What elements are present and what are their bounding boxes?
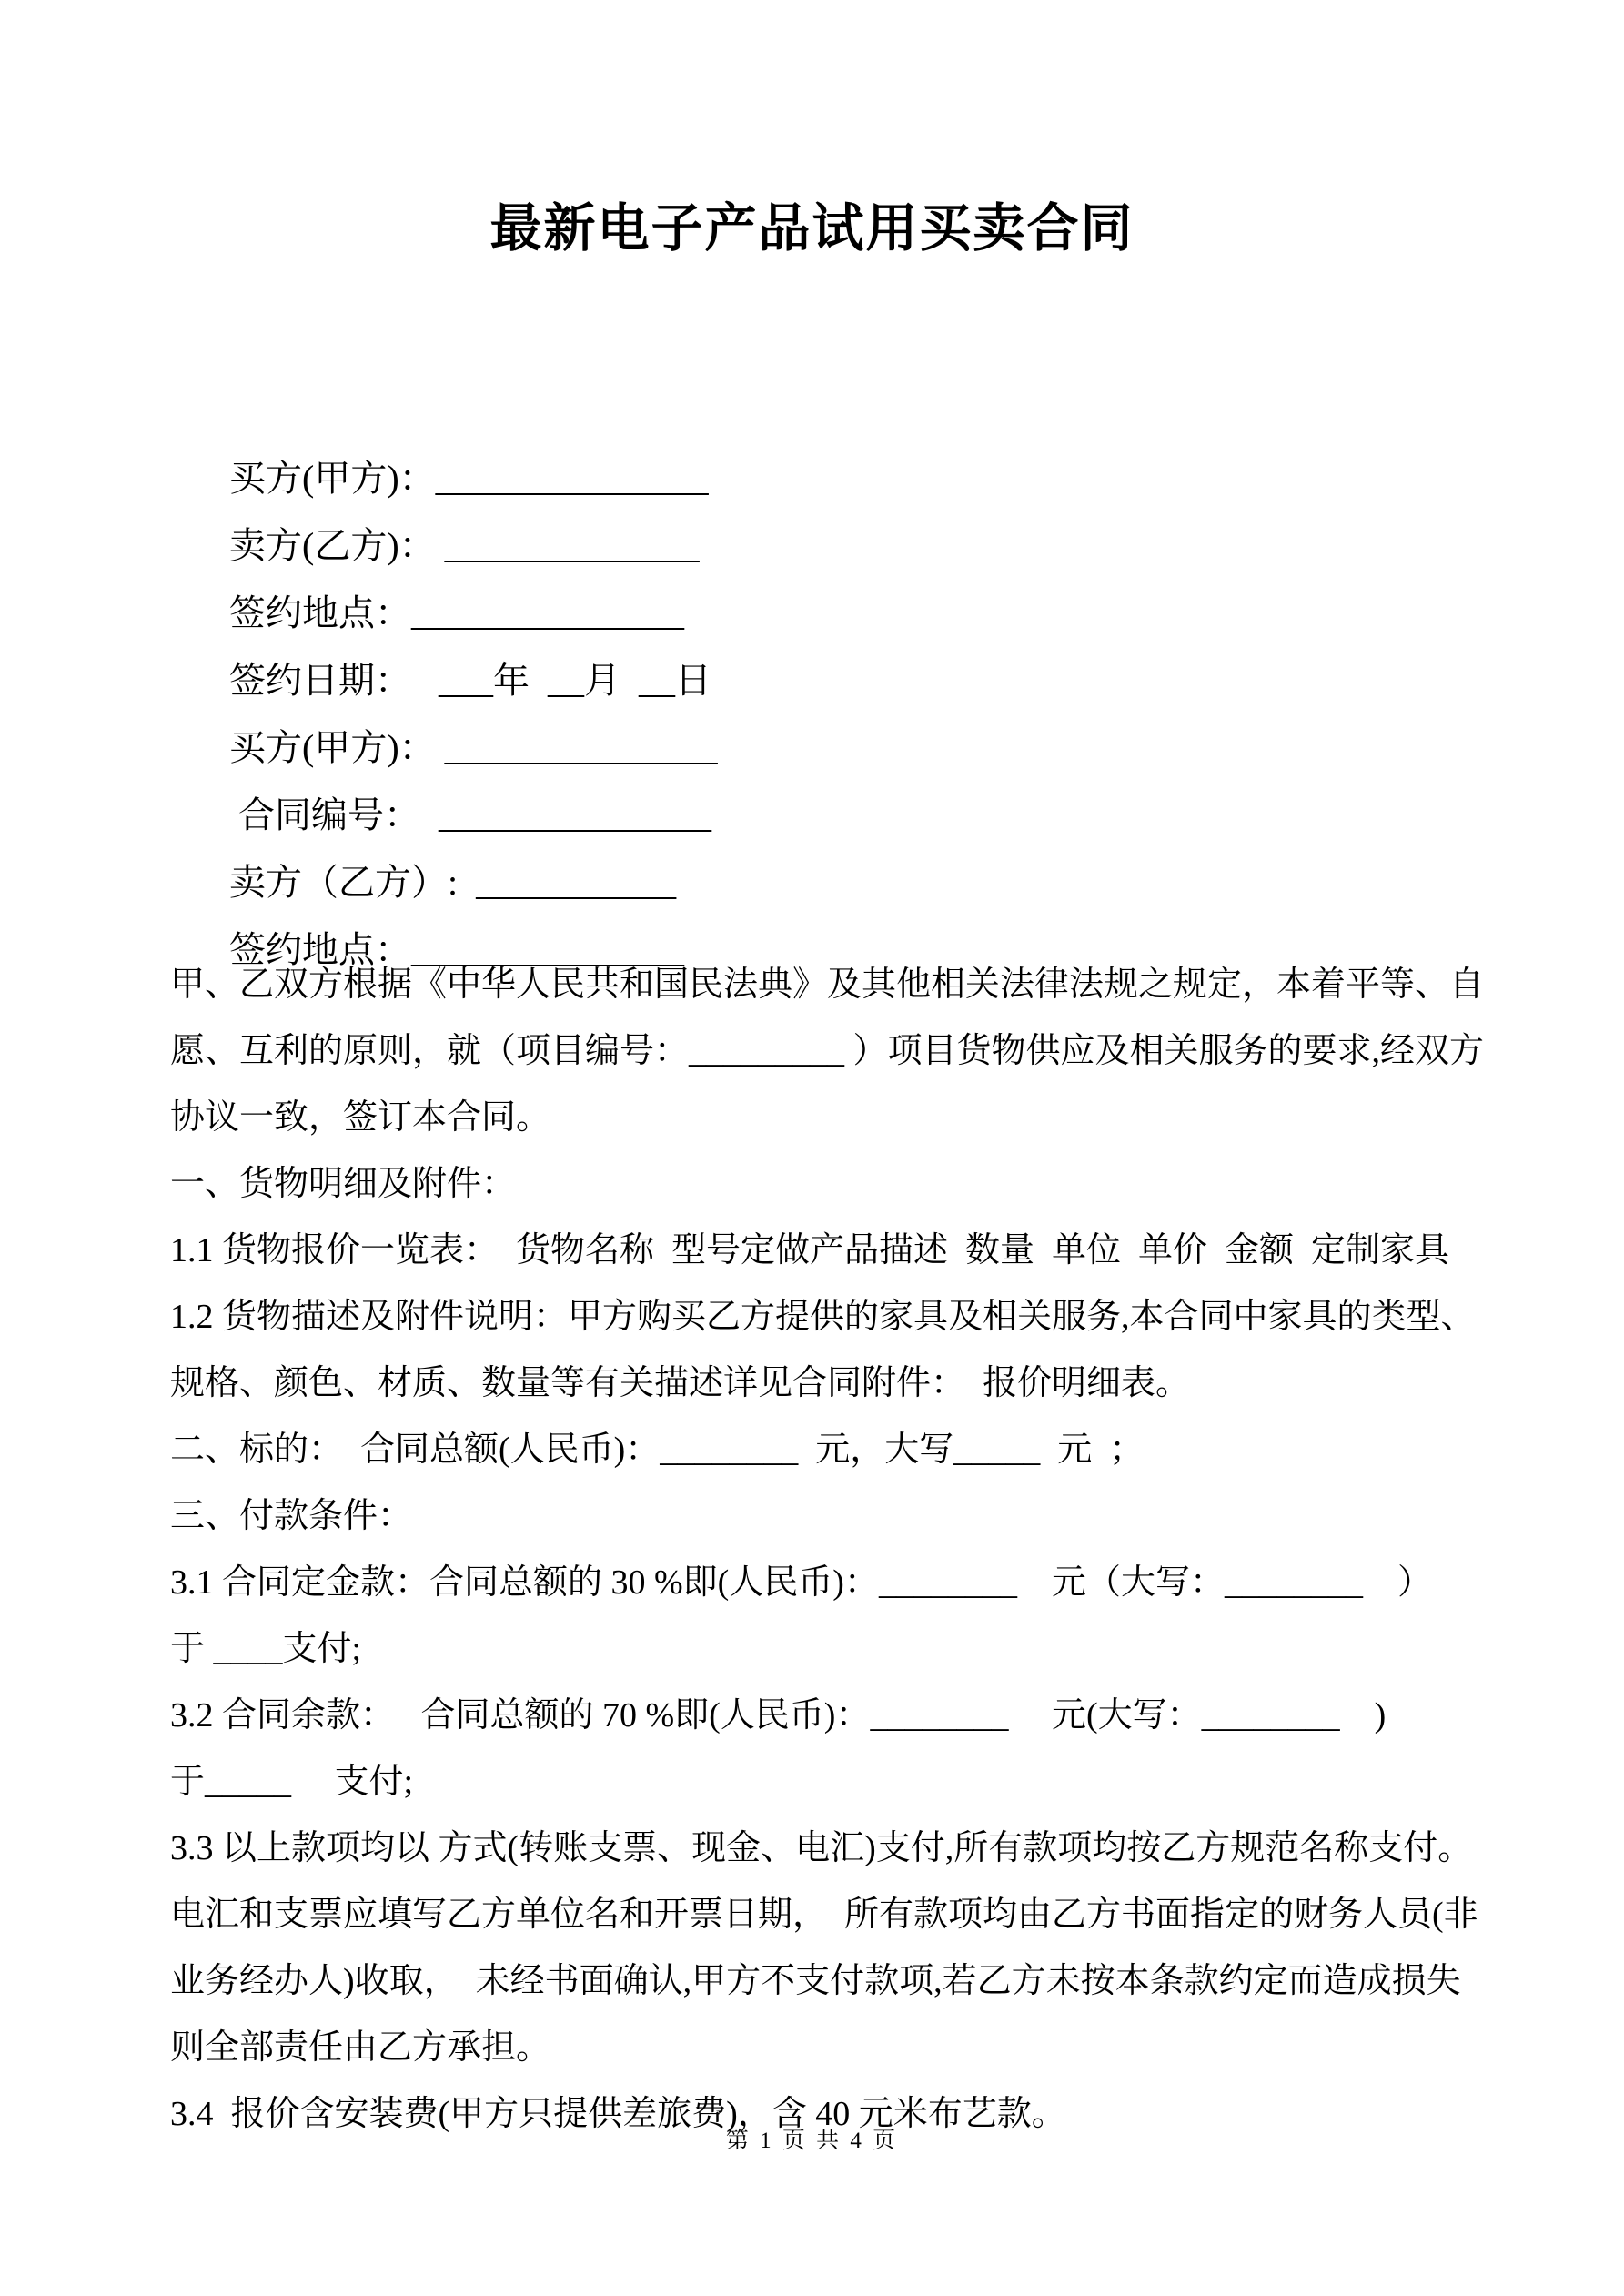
contract-line: 三、付款条件： bbox=[170, 1497, 413, 1535]
contract-line: 于_____ 支付; bbox=[170, 1763, 414, 1801]
form-field-blank: _______________ bbox=[411, 592, 684, 633]
contract-line: 3.4 报价含安装费(甲方只提供差旅费)，含 40 元米布艺款。 bbox=[170, 2095, 1066, 2133]
contract-line: 业务经办人)收取， 未经书面确认,甲方不支付款项,若乙方未按本条款约定而造成损失 bbox=[170, 1962, 1461, 2000]
contract-line: 1.2 货物描述及附件说明：甲方购买乙方提供的家具及相关服务,本合同中家具的类型、 bbox=[170, 1298, 1476, 1336]
form-field-label: 签约日期： bbox=[229, 660, 411, 701]
contract-line: 协议一致，签订本合同。 bbox=[170, 1098, 551, 1137]
form-field-blank: ______________ bbox=[435, 525, 700, 566]
form-field-blank: _______________ bbox=[435, 458, 709, 499]
form-field-label: 签约地点： bbox=[229, 592, 411, 633]
form-field-blank: _______________ bbox=[411, 929, 684, 970]
form-field-blank: _______________ bbox=[435, 727, 718, 768]
contract-line: 电汇和支票应填写乙方单位名和开票日期， 所有款项均由乙方书面指定的财务人员(非 bbox=[170, 1896, 1478, 1934]
form-field-blank: ___年 __月 __日 bbox=[411, 660, 711, 701]
form-field-row bbox=[193, 378, 1467, 499]
contract-line: 1.1 货物报价一览表： 货物名称 型号定做产品描述 数量 单位 单价 金额 定制家具 bbox=[170, 1231, 1450, 1269]
contract-line: 3.2 合同余款： 合同总额的 70 %即(人民币)：________ 元(大写：________ ) bbox=[170, 1696, 1387, 1735]
contract-line: 规格、颜色、材质、数量等有关描述详见合同附件： 报价明细表。 bbox=[170, 1364, 1191, 1402]
contract-line: 3.3 以上款项均以 方式(转账支票、现金、电汇)支付,所有款项均按乙方规范名称支付。 bbox=[170, 1829, 1473, 1867]
form-field-label: 合同编号： bbox=[229, 794, 420, 835]
form-field-label: 买方(甲方)： bbox=[229, 458, 436, 499]
form-field-blank: _______________ bbox=[420, 794, 711, 835]
form-field-label: 卖方（乙方）: bbox=[229, 862, 459, 903]
contract-body bbox=[170, 952, 1517, 2148]
contract-header-form bbox=[193, 378, 1467, 970]
contract-line: 甲、乙双方根据《中华人民共和国民法典》及其他相关法律法规之规定，本着平等、自 bbox=[170, 966, 1485, 1004]
contract-line: 愿、互利的原则，就（项目编号：_________ ）项目货物供应及相关服务的要求,经双方 bbox=[170, 1032, 1485, 1070]
document-title: 最新电子产品试用买卖合同 bbox=[489, 200, 1135, 258]
form-field-label: 卖方(乙方)： bbox=[229, 525, 436, 566]
contract-line: 3.1 合同定金款：合同总额的 30 %即(人民币)：________ 元（大写：________ ） bbox=[170, 1563, 1432, 1602]
page-footer: 第 1 页 共 4 页 bbox=[725, 2129, 899, 2153]
contract-line: 二、标的： 合同总额(人民币)：________ 元，大写_____ 元 ； bbox=[170, 1431, 1145, 1469]
contract-line: 一、货物明细及附件： bbox=[170, 1165, 517, 1203]
contract-line: 于 ____支付; bbox=[170, 1630, 362, 1668]
form-field-blank: ___________ bbox=[458, 862, 677, 903]
form-field-label: 签约地点： bbox=[229, 929, 411, 970]
form-field-label: 买方(甲方)： bbox=[229, 727, 436, 768]
contract-line: 则全部责任由乙方承担。 bbox=[170, 2028, 551, 2067]
